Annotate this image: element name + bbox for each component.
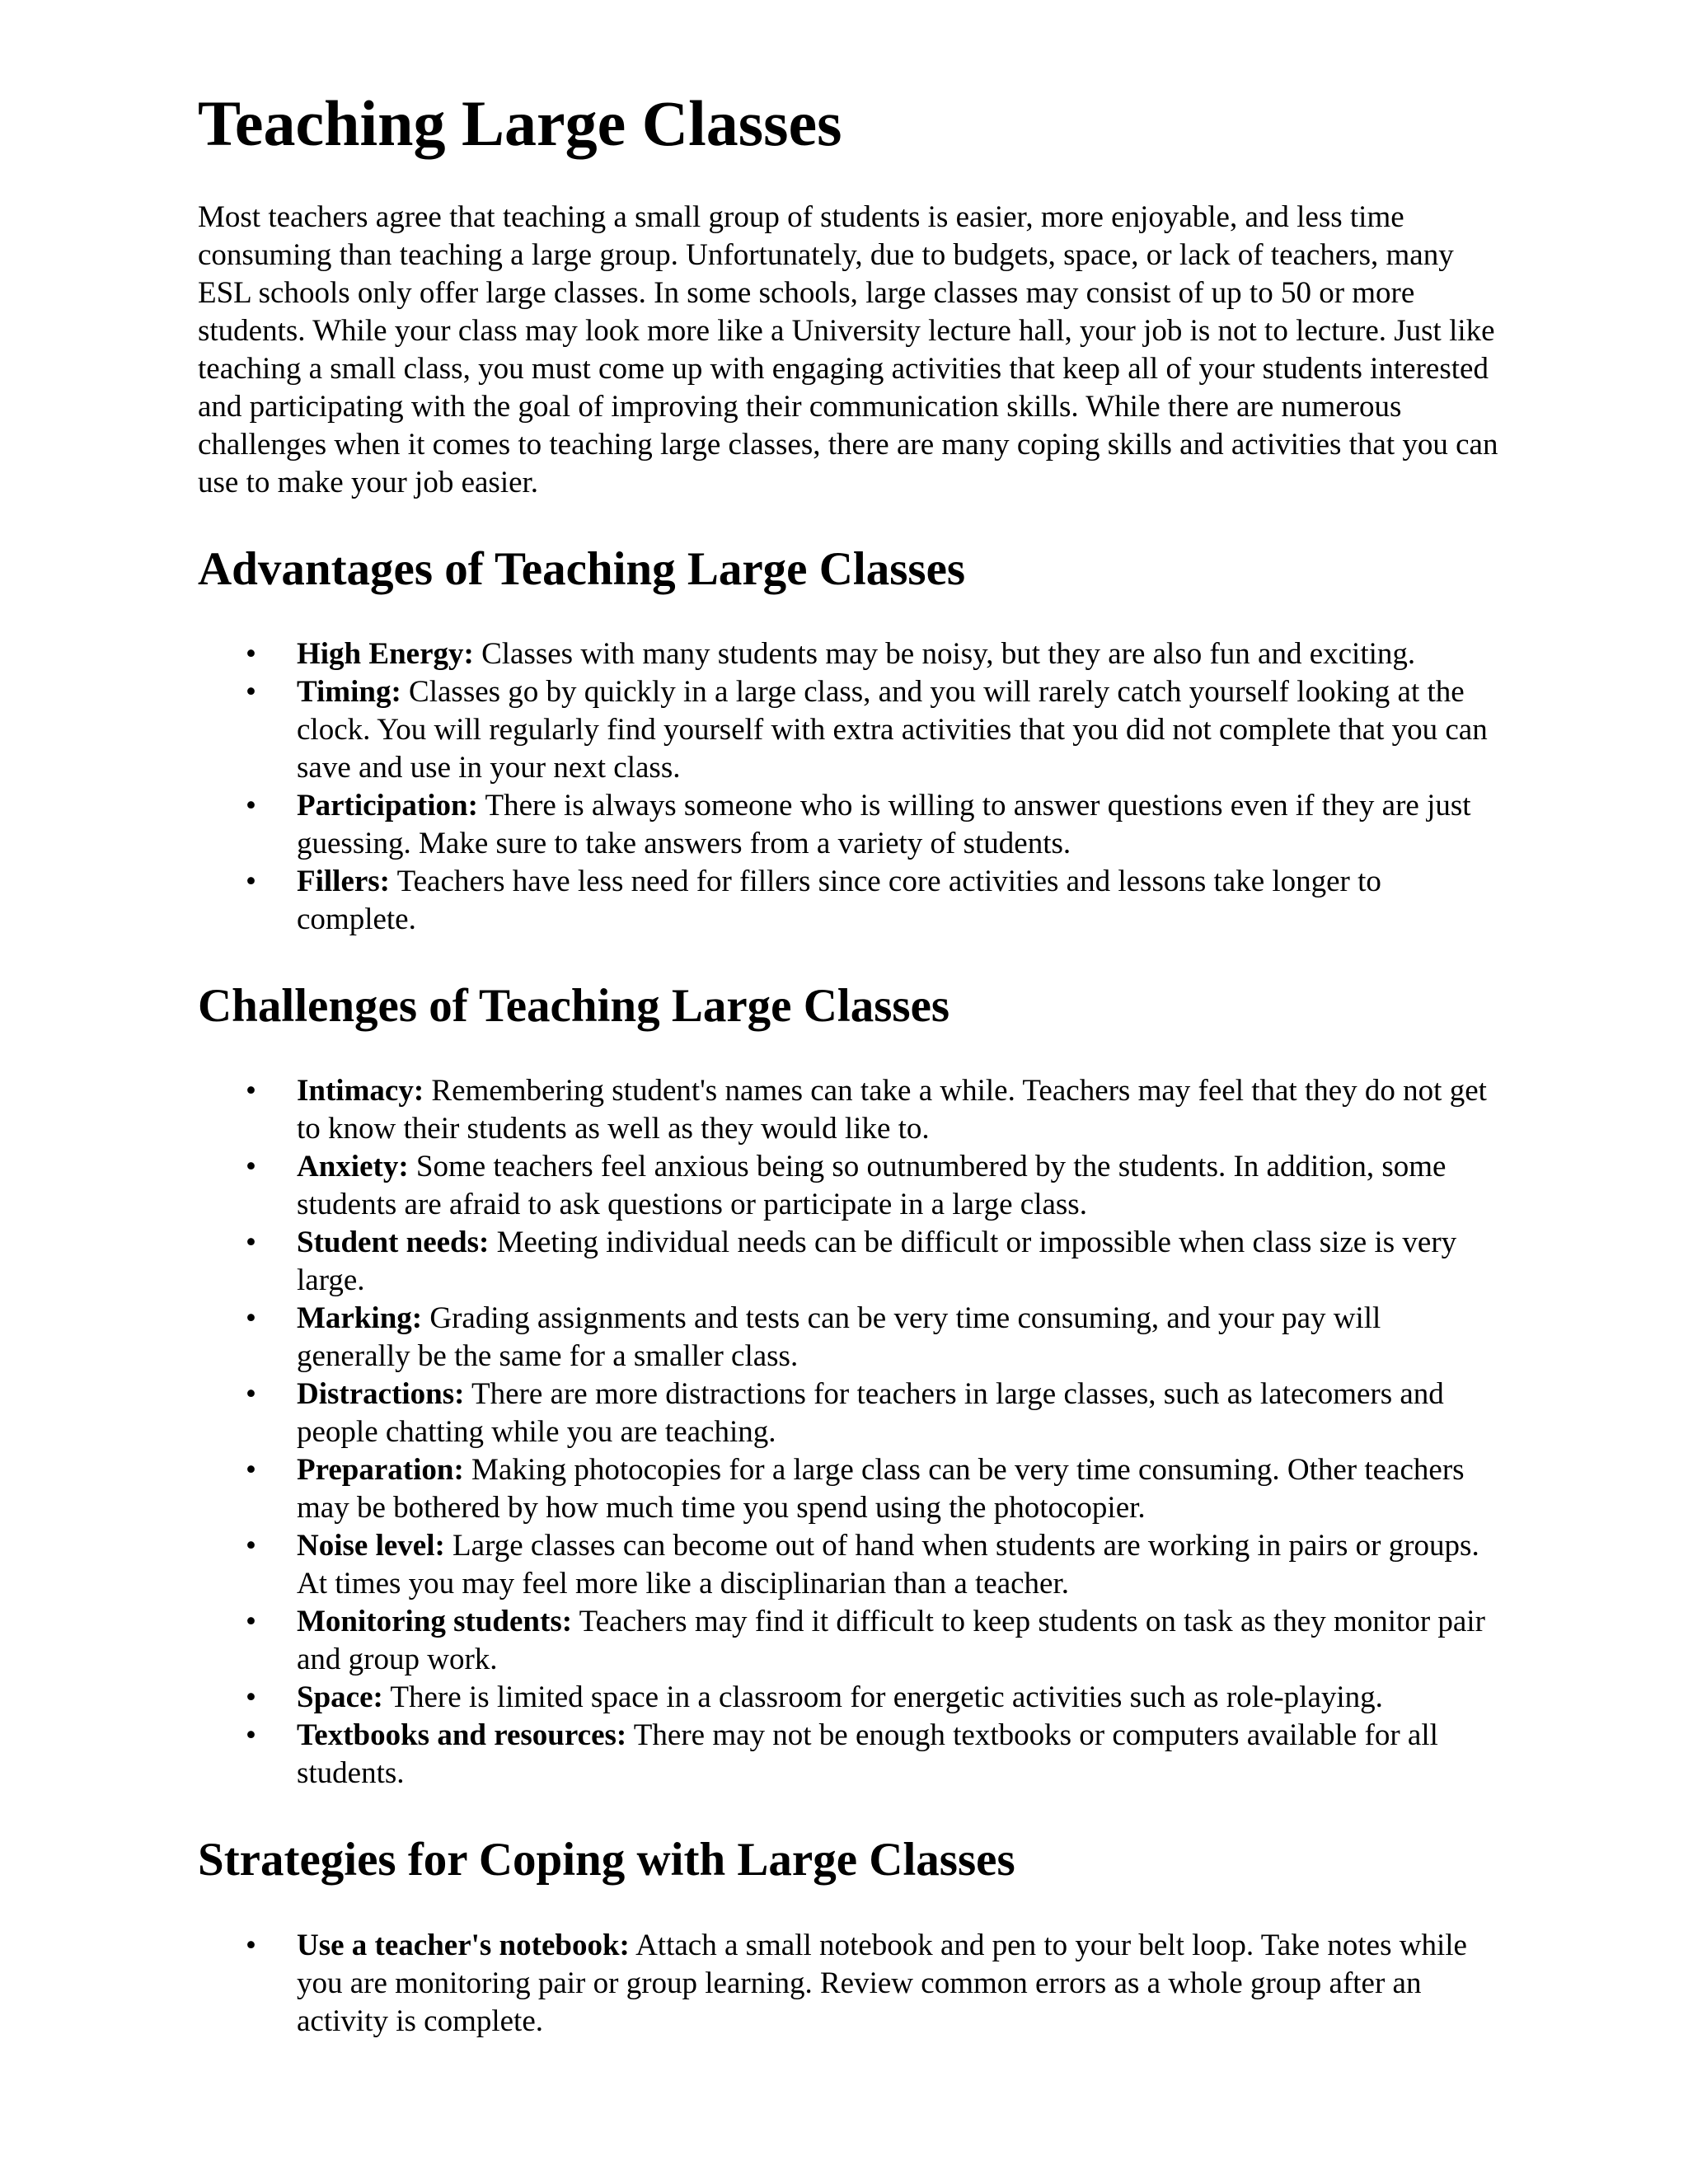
list-item <box>198 787 1500 863</box>
item-text: There is limited space in a classroom for energetic activities such as role-playing. <box>382 1680 1383 1715</box>
bullet-icon: • <box>246 865 256 899</box>
document-page <box>198 87 1500 2080</box>
bullet-icon: • <box>246 1718 256 1753</box>
bullet-icon: • <box>246 789 256 823</box>
challenges-heading: Challenges of Teaching Large Classes <box>198 980 950 1033</box>
item-term: Marking: <box>297 1301 423 1336</box>
bullet-icon: • <box>246 675 256 710</box>
item-text: Attach a small notebook and pen to your belt loop. Take notes while you are monitoring pair or group learning. Review common errors as a whole group after an activity is complete. <box>297 1928 1467 2038</box>
item-text: Some teachers feel anxious being so outnumbered by the students. In addition, some students are afraid to ask questions or participate in a large class. <box>297 1150 1447 1222</box>
item-text: Remembering student's names can take a while. Teachers may feel that they do not get to know their students as well as they would like to. <box>297 1074 1487 1146</box>
item-term: Intimacy: <box>297 1074 424 1108</box>
list-item <box>198 863 1500 939</box>
bullet-icon: • <box>246 1074 256 1108</box>
intro-paragraph: Most teachers agree that teaching a small group of students is easier, more enjoyable, and less time consuming than teaching a large group. Unfortunately, due to budgets, space, or lack of teachers, many ESL schools only offer large classes. In some schools, large classes may consist of up to 50 or more students. While your class may look more like a University lecture hall, your job is not to lecture. Just like teaching a small class, you must come up with engaging activities that keep all of your students interested and participating with the goal of improving their communication skills. While there are numerous challenges when it comes to teaching large classes, there are many coping skills and activities that you can use to make your job easier. <box>198 199 1498 499</box>
bullet-icon: • <box>246 1377 256 1412</box>
item-term: Monitoring students: <box>297 1605 573 1639</box>
item-term: Space: <box>297 1680 383 1715</box>
list-item <box>198 1072 1500 1148</box>
bullet-icon: • <box>246 1301 256 1336</box>
item-term: High Energy: <box>297 637 474 672</box>
item-text: Large classes can become out of hand when students are working in pairs or groups. At times you may feel more like a disciplinarian than a teacher. <box>297 1529 1479 1601</box>
item-term: Use a teacher's notebook: <box>297 1928 630 1962</box>
item-text: There may not be enough textbooks or computers available for all students. <box>297 1718 1438 1791</box>
strategies-list <box>198 1927 1500 2041</box>
challenges-list <box>198 1072 1500 1793</box>
item-term: Student needs: <box>297 1226 490 1260</box>
item-text: Grading assignments and tests can be very time consuming, and your pay will generally be the same for a smaller class. <box>297 1301 1381 1374</box>
bullet-icon: • <box>246 1605 256 1639</box>
bullet-icon: • <box>246 1680 256 1715</box>
bullet-icon: • <box>246 1150 256 1184</box>
list-item <box>198 1224 1500 1300</box>
item-term: Distractions: <box>297 1377 465 1412</box>
item-term: Noise level: <box>297 1529 445 1563</box>
item-term: Textbooks and resources: <box>297 1718 627 1753</box>
item-text: Teachers have less need for fillers since core activities and lessons take longer to complete. <box>297 865 1381 937</box>
list-item <box>198 1927 1500 2041</box>
item-term: Participation: <box>297 789 478 823</box>
bullet-icon: • <box>246 637 256 672</box>
list-item <box>198 673 1500 787</box>
list-item <box>198 1148 1500 1224</box>
bullet-icon: • <box>246 1226 256 1260</box>
list-item <box>198 1603 1500 1679</box>
list-item <box>198 1679 1500 1717</box>
list-item <box>198 1717 1500 1793</box>
item-text: Classes with many students may be noisy, but they are also fun and exciting. <box>473 637 1416 672</box>
item-text: Meeting individual needs can be difficult or impossible when class size is very large. <box>297 1226 1457 1298</box>
page-title: Teaching Large Classes <box>198 87 842 159</box>
advantages-list <box>198 635 1500 939</box>
item-text: Teachers may find it difficult to keep students on task as they monitor pair and group work. <box>297 1605 1485 1677</box>
bullet-icon: • <box>246 1529 256 1563</box>
bullet-icon: • <box>246 1453 256 1488</box>
list-item <box>198 1527 1500 1603</box>
item-term: Preparation: <box>297 1453 464 1488</box>
bullet-icon: • <box>246 1928 256 1962</box>
list-item <box>198 1451 1500 1527</box>
item-text: Making photocopies for a large class can be very time consuming. Other teachers may be bothered by how much time you spend using the photocopier. <box>297 1453 1465 1526</box>
list-item <box>198 1300 1500 1376</box>
item-text: Classes go by quickly in a large class, and you will rarely catch yourself looking at the clock. You will regularly find yourself with extra activities that you did not complete that you can save and use in your next class. <box>297 675 1488 785</box>
item-term: Fillers: <box>297 865 391 899</box>
item-text: There is always someone who is willing to answer questions even if they are just guessing. Make sure to take answers from a variety of students. <box>297 789 1471 861</box>
item-text: There are more distractions for teachers in large classes, such as latecomers and people chatting while you are teaching. <box>297 1377 1444 1450</box>
list-item <box>198 1376 1500 1451</box>
strategies-heading: Strategies for Coping with Large Classes <box>198 1834 1015 1886</box>
item-term: Anxiety: <box>297 1150 409 1184</box>
item-term: Timing: <box>297 675 401 710</box>
list-item <box>198 635 1500 673</box>
advantages-heading: Advantages of Teaching Large Classes <box>198 542 966 595</box>
